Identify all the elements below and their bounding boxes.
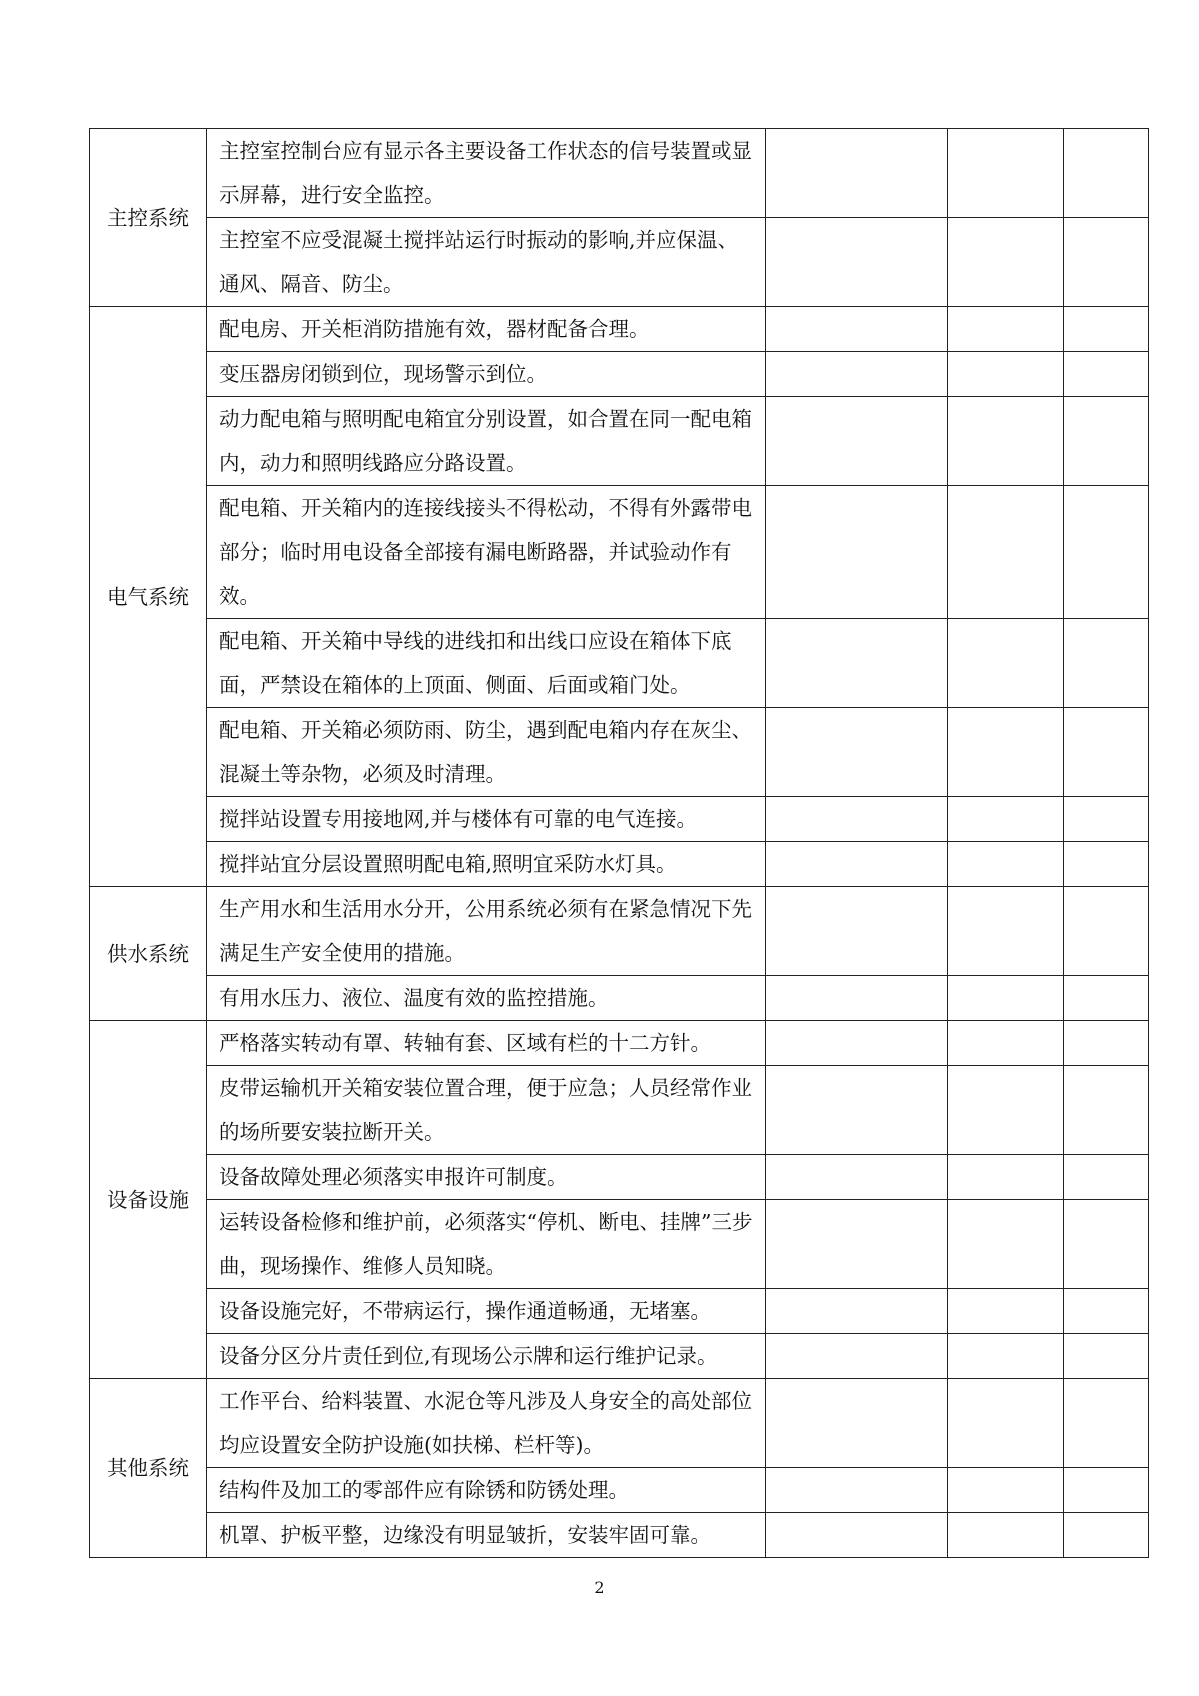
blank-cell[interactable] — [766, 486, 948, 619]
blank-cell[interactable] — [766, 218, 948, 307]
item-cell: 动力配电箱与照明配电箱宜分别设置，如合置在同一配电箱内，动力和照明线路应分路设置。 — [207, 397, 766, 486]
blank-cell[interactable] — [1064, 976, 1149, 1021]
table-row — [90, 1155, 1149, 1200]
item-cell: 结构件及加工的零部件应有除锈和防锈处理。 — [207, 1468, 766, 1513]
blank-cell[interactable] — [1064, 1066, 1149, 1155]
item-cell: 配电箱、开关箱内的连接线接头不得松动，不得有外露带电部分；临时用电设备全部接有漏电断路器，并试验动作有效。 — [207, 486, 766, 619]
category-cell: 电气系统 — [90, 307, 207, 887]
blank-cell[interactable] — [766, 976, 948, 1021]
blank-cell[interactable] — [1064, 1334, 1149, 1379]
item-cell: 配电箱、开关箱必须防雨、防尘，遇到配电箱内存在灰尘、混凝土等杂物，必须及时清理。 — [207, 708, 766, 797]
blank-cell[interactable] — [948, 887, 1064, 976]
blank-cell[interactable] — [766, 1379, 948, 1468]
table-row — [90, 1021, 1149, 1066]
item-cell: 变压器房闭锁到位，现场警示到位。 — [207, 352, 766, 397]
category-cell: 主控系统 — [90, 129, 207, 307]
blank-cell[interactable] — [1064, 397, 1149, 486]
table-row — [90, 129, 1149, 218]
blank-cell[interactable] — [948, 1334, 1064, 1379]
table-row — [90, 307, 1149, 352]
blank-cell[interactable] — [766, 1021, 948, 1066]
blank-cell[interactable] — [1064, 708, 1149, 797]
table-row — [90, 1066, 1149, 1155]
blank-cell[interactable] — [948, 486, 1064, 619]
blank-cell[interactable] — [766, 1155, 948, 1200]
table-row — [90, 1513, 1149, 1558]
item-cell: 搅拌站宜分层设置照明配电箱,照明宜采防水灯具。 — [207, 842, 766, 887]
table-row — [90, 1468, 1149, 1513]
blank-cell[interactable] — [948, 218, 1064, 307]
blank-cell[interactable] — [948, 307, 1064, 352]
table-row — [90, 1379, 1149, 1468]
table-row — [90, 619, 1149, 708]
blank-cell[interactable] — [948, 842, 1064, 887]
inspection-checklist-table — [89, 128, 1149, 1558]
blank-cell[interactable] — [766, 1289, 948, 1334]
blank-cell[interactable] — [1064, 887, 1149, 976]
blank-cell[interactable] — [766, 1334, 948, 1379]
blank-cell[interactable] — [1064, 1468, 1149, 1513]
blank-cell[interactable] — [948, 1379, 1064, 1468]
blank-cell[interactable] — [766, 619, 948, 708]
blank-cell[interactable] — [1064, 797, 1149, 842]
item-cell: 配电箱、开关箱中导线的进线扣和出线口应设在箱体下底面，严禁设在箱体的上顶面、侧面、后面或箱门处。 — [207, 619, 766, 708]
blank-cell[interactable] — [1064, 842, 1149, 887]
blank-cell[interactable] — [766, 1513, 948, 1558]
item-cell: 设备设施完好，不带病运行，操作通道畅通，无堵塞。 — [207, 1289, 766, 1334]
item-cell: 设备故障处理必须落实申报许可制度。 — [207, 1155, 766, 1200]
table-row — [90, 486, 1149, 619]
table-row — [90, 797, 1149, 842]
table-row — [90, 1200, 1149, 1289]
blank-cell[interactable] — [766, 1468, 948, 1513]
blank-cell[interactable] — [948, 1513, 1064, 1558]
blank-cell[interactable] — [1064, 307, 1149, 352]
blank-cell[interactable] — [948, 1155, 1064, 1200]
blank-cell[interactable] — [766, 842, 948, 887]
category-cell: 其他系统 — [90, 1379, 207, 1558]
table-row — [90, 708, 1149, 797]
blank-cell[interactable] — [766, 397, 948, 486]
blank-cell[interactable] — [948, 1289, 1064, 1334]
blank-cell[interactable] — [1064, 129, 1149, 218]
blank-cell[interactable] — [766, 129, 948, 218]
blank-cell[interactable] — [766, 1200, 948, 1289]
blank-cell[interactable] — [948, 619, 1064, 708]
blank-cell[interactable] — [948, 1021, 1064, 1066]
table-row — [90, 352, 1149, 397]
blank-cell[interactable] — [766, 352, 948, 397]
blank-cell[interactable] — [948, 797, 1064, 842]
blank-cell[interactable] — [1064, 1513, 1149, 1558]
blank-cell[interactable] — [948, 397, 1064, 486]
table-row — [90, 842, 1149, 887]
item-cell: 设备分区分片责任到位,有现场公示牌和运行维护记录。 — [207, 1334, 766, 1379]
blank-cell[interactable] — [766, 887, 948, 976]
item-cell: 机罩、护板平整，边缘没有明显皱折，安装牢固可靠。 — [207, 1513, 766, 1558]
blank-cell[interactable] — [1064, 1021, 1149, 1066]
item-cell: 配电房、开关柜消防措施有效，器材配备合理。 — [207, 307, 766, 352]
blank-cell[interactable] — [948, 976, 1064, 1021]
blank-cell[interactable] — [1064, 352, 1149, 397]
blank-cell[interactable] — [1064, 1289, 1149, 1334]
item-cell: 搅拌站设置专用接地网,并与楼体有可靠的电气连接。 — [207, 797, 766, 842]
page-number: 2 — [594, 1578, 605, 1597]
blank-cell[interactable] — [1064, 1155, 1149, 1200]
item-cell: 有用水压力、液位、温度有效的监控措施。 — [207, 976, 766, 1021]
blank-cell[interactable] — [948, 1066, 1064, 1155]
blank-cell[interactable] — [766, 307, 948, 352]
blank-cell[interactable] — [1064, 1379, 1149, 1468]
blank-cell[interactable] — [948, 352, 1064, 397]
item-cell: 运转设备检修和维护前，必须落实“停机、断电、挂牌”三步曲，现场操作、维修人员知晓。 — [207, 1200, 766, 1289]
table-row — [90, 1334, 1149, 1379]
table-row — [90, 976, 1149, 1021]
blank-cell[interactable] — [948, 708, 1064, 797]
blank-cell[interactable] — [766, 797, 948, 842]
table-row — [90, 887, 1149, 976]
blank-cell[interactable] — [1064, 486, 1149, 619]
table-row — [90, 397, 1149, 486]
blank-cell[interactable] — [766, 1066, 948, 1155]
item-cell: 主控室控制台应有显示各主要设备工作状态的信号装置或显示屏幕，进行安全监控。 — [207, 129, 766, 218]
item-cell: 主控室不应受混凝土搅拌站运行时振动的影响,并应保温、通风、隔音、防尘。 — [207, 218, 766, 307]
blank-cell[interactable] — [948, 1200, 1064, 1289]
item-cell: 皮带运输机开关箱安装位置合理，便于应急；人员经常作业的场所要安装拉断开关。 — [207, 1066, 766, 1155]
blank-cell[interactable] — [1064, 1200, 1149, 1289]
blank-cell[interactable] — [948, 129, 1064, 218]
item-cell: 严格落实转动有罩、转轴有套、区域有栏的十二方针。 — [207, 1021, 766, 1066]
blank-cell[interactable] — [766, 708, 948, 797]
blank-cell[interactable] — [1064, 619, 1149, 708]
table-row — [90, 1289, 1149, 1334]
table-row — [90, 218, 1149, 307]
item-cell: 工作平台、给料装置、水泥仓等凡涉及人身安全的高处部位均应设置安全防护设施(如扶梯、栏杆等)。 — [207, 1379, 766, 1468]
blank-cell[interactable] — [1064, 218, 1149, 307]
blank-cell[interactable] — [948, 1468, 1064, 1513]
item-cell: 生产用水和生活用水分开，公用系统必须有在紧急情况下先满足生产安全使用的措施。 — [207, 887, 766, 976]
category-cell: 供水系统 — [90, 887, 207, 1021]
category-cell: 设备设施 — [90, 1021, 207, 1379]
